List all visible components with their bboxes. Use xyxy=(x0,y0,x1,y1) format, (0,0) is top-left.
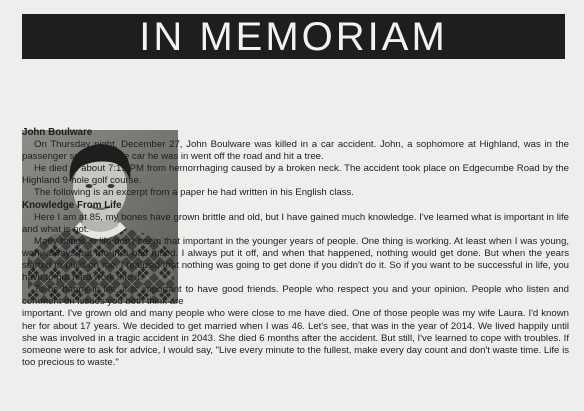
article-paragraph: The following is an excerpt from a paper he had written in his English class. xyxy=(34,187,354,199)
article-paragraph: To be happy in life, it is important to have good friends. People who respect you and your opinion. People who listen and comment on issues you both think are xyxy=(22,284,569,308)
article-name: John Boulware xyxy=(22,127,93,138)
article-subheading: Knowledge From Life xyxy=(22,199,122,211)
article-paragraph: On Thursday night, December 27, John Boulware was killed in a car accident. John, a sophomore at Highland, was in the passenger seat when the car he was in went off the road and hit a tree. xyxy=(22,139,569,163)
article-paragraph: He died at about 7:15 PM from hemorrhaging caused by a broken neck. The accident took place on Edgecumbe Road by the Highland 9-hole golf course. xyxy=(22,163,569,187)
article-paragraph: Here I am at 85, my bones have grown brittle and old, but I have gained much knowledge. I've learned what is important in life and what is not. xyxy=(22,211,569,235)
article-paragraph: Many things in life don't seem that important in the younger years of people. One thing is working. At least when I was young, work always put me in a bad mood. I always put it off, and when that happened, nothing would get done. But when the years started to build on me, I realized that nothing was going to get done if you didn't do it. So if you want to be successful in life, you have to put hard work into it. xyxy=(22,235,569,284)
article xyxy=(22,127,569,369)
memoriam-banner xyxy=(22,14,565,59)
banner-title: IN MEMORIAM xyxy=(139,14,448,59)
article-paragraph-continued: important. I've grown old and many people who were close to me have died. One of those people was my wife Laura. I'd known her for about 17 years. We decided to get married when I was 46. Let's see, that was in the year of 2014. We lived happily until she was involved in a tragic accident in 2043. She died 6 months after the accident. But still, I've learned to cope with troubles. If someone were to ask for advice, I would say, "Live every minute to the fullest, make every day count and don't waste time. Life is too precious to waste." xyxy=(22,308,569,368)
